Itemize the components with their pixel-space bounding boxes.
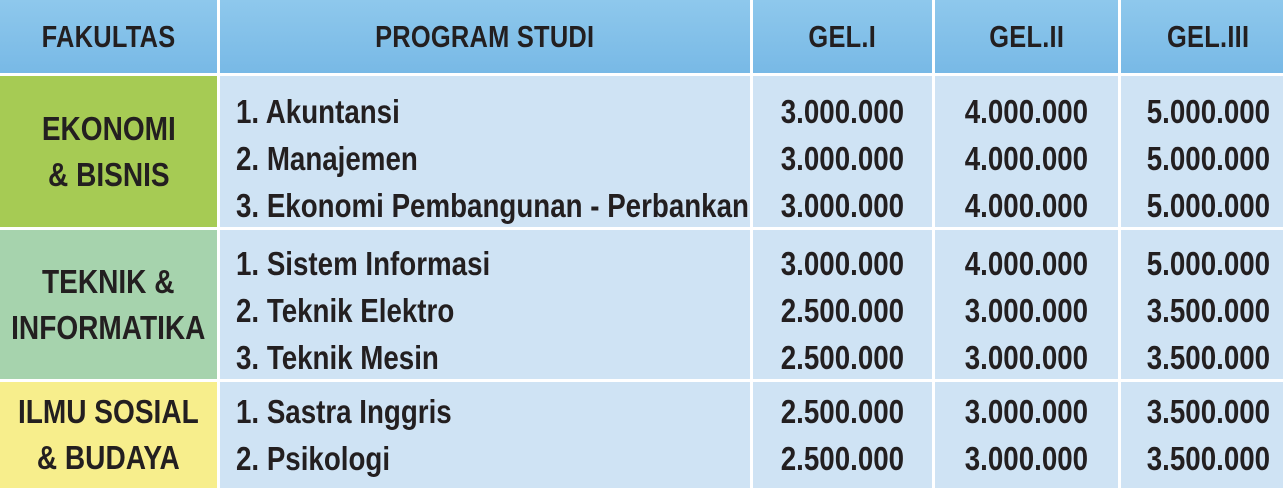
header-fakultas <box>0 0 217 73</box>
faculty-ilmu-sosial-budaya <box>0 382 217 488</box>
header-gel3-label: GEL.III <box>1166 18 1250 54</box>
fee-value: 4.000.000 <box>964 93 1089 130</box>
fee-value: 3.000.000 <box>964 393 1089 430</box>
fee-value: 5.000.000 <box>1146 93 1270 130</box>
fee-value: 2.500.000 <box>780 440 905 477</box>
header-gel3 <box>1121 0 1283 73</box>
fee-value: 3.500.000 <box>1146 339 1270 376</box>
fee-value: 5.000.000 <box>1146 187 1270 224</box>
gel3-ekonomi-bisnis <box>1121 76 1283 227</box>
faculty-ekonomi-bisnis <box>0 76 217 227</box>
header-fakultas-label: FAKULTAS <box>41 18 176 54</box>
fee-value: 3.500.000 <box>1146 440 1270 477</box>
fee-value: 4.000.000 <box>964 140 1089 177</box>
gel1-ilmu-sosial-budaya <box>753 382 932 488</box>
fee-value: 3.000.000 <box>964 440 1089 477</box>
fee-value: 3.000.000 <box>780 187 905 224</box>
fee-value: 2.500.000 <box>780 292 905 329</box>
gel2-ekonomi-bisnis <box>935 76 1118 227</box>
fee-value: 2.500.000 <box>780 339 905 376</box>
header-gel2-label: GEL.II <box>989 18 1064 54</box>
program-item: 1. Akuntansi <box>236 93 400 130</box>
fee-value: 3.000.000 <box>964 292 1089 329</box>
faculty-teknik-informatika <box>0 230 217 379</box>
program-item: 2. Teknik Elektro <box>236 292 455 329</box>
faculty-name: EKONOMI & BISNIS <box>41 109 176 193</box>
programs-ekonomi-bisnis <box>220 76 750 227</box>
header-gel1-label: GEL.I <box>808 18 877 54</box>
fee-value: 4.000.000 <box>964 245 1089 282</box>
header-gel1 <box>753 0 932 73</box>
fee-value: 5.000.000 <box>1146 245 1270 282</box>
program-item: 3. Ekonomi Pembangunan - Perbankan <box>236 187 749 224</box>
gel2-ilmu-sosial-budaya <box>935 382 1118 488</box>
header-program-label: PROGRAM STUDI <box>375 18 595 54</box>
program-item: 3. Teknik Mesin <box>236 339 439 376</box>
programs-teknik-informatika <box>220 230 750 379</box>
gel1-ekonomi-bisnis <box>753 76 932 227</box>
faculty-name: ILMU SOSIAL & BUDAYA <box>18 393 199 476</box>
header-program-studi <box>220 0 750 73</box>
program-item: 1. Sistem Informasi <box>236 245 491 282</box>
programs-ilmu-sosial-budaya <box>220 382 750 488</box>
header-gel2 <box>935 0 1118 73</box>
program-item: 1. Sastra Inggris <box>236 393 452 430</box>
fee-value: 3.000.000 <box>780 93 905 130</box>
program-item: 2. Psikologi <box>236 440 391 477</box>
fee-value: 3.500.000 <box>1146 292 1270 329</box>
fee-value: 5.000.000 <box>1146 140 1270 177</box>
fee-value: 3.000.000 <box>780 245 905 282</box>
gel3-teknik-informatika <box>1121 230 1283 379</box>
fee-value: 3.000.000 <box>780 140 905 177</box>
fee-value: 2.500.000 <box>780 393 905 430</box>
fee-value: 3.000.000 <box>964 339 1089 376</box>
gel2-teknik-informatika <box>935 230 1118 379</box>
gel1-teknik-informatika <box>753 230 932 379</box>
fee-value: 3.500.000 <box>1146 393 1270 430</box>
faculty-name: TEKNIK & INFORMATIKA <box>11 262 206 346</box>
program-item: 2. Manajemen <box>236 140 418 177</box>
fee-value: 4.000.000 <box>964 187 1089 224</box>
gel3-ilmu-sosial-budaya <box>1121 382 1283 488</box>
